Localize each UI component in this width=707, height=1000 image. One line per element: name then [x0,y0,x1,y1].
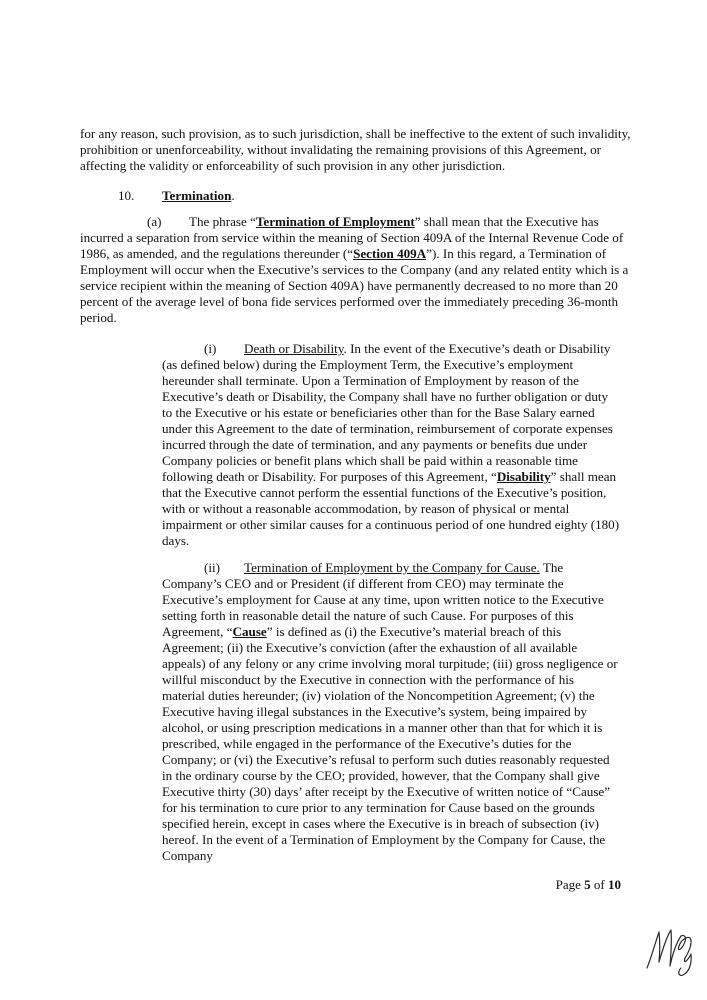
paragraph-i [162,341,620,549]
page-total: 10 [608,877,621,892]
section-title-period: . [231,188,235,203]
paragraph-i-text-1: . In the event of the Executive’s death or Disability (as defined below) during the Employment Term, the Executive’s employment hereunder shall terminate. Upon a Termination of Employment by reason of the Executive’s death or Disability, the Company shall have no further obligation or duty to the Executive or his estate or beneficiaries other than for the Base Salary earned under this Agreement to the date of termination, reimbursement of corporate expenses incurred through the date of termination, and any payments or benefits due under Company policies or benefit plans which shall be paid within a reasonable time following death or Disability. For purposes of this Agreement, “ [162,341,613,484]
defined-term-disability: Disability [496,469,551,484]
paragraph-a-label: (a) [147,214,162,229]
paragraph-i-label: (i) [204,341,217,356]
defined-term-section-409a: Section 409A [353,246,427,261]
page-footer [556,877,621,893]
paragraph-a-text-3: ”). In this regard, a Termination of Employment will occur when the Executive’s services to the Company (and any related entity which is a service recipient within the meaning of Section 409A) have permanently decreased to no more than 20 percent of the average level of bona fide services performed over the immediately preceding 36-month period. [80,246,629,325]
section-number: 10. [118,188,135,203]
paragraph-ii-text-1: The Company’s CEO and or President (if different from CEO) may terminate the Executive’s employment for Cause at any time, upon written notice to the Executive setting forth in reasonable detail the nature of such Cause. For purposes of this Agreement, “ [162,560,604,639]
continuation-paragraph: for any reason, such provision, as to such jurisdiction, shall be ineffective to the extent of such invalidity, prohibition or unenforceability, without invalidating the remaining provisions of this Agreement, or affecting the validity or enforceability of such provision in any other jurisdiction. [80,126,631,173]
defined-term-cause: Cause [232,624,267,639]
section-heading [118,188,235,204]
paragraph-a-text-1: The phrase “ [189,214,256,229]
paragraph-ii-text-2: ” is defined as (i) the Executive’s material breach of this Agreement; (ii) the Executive’s conviction (after the exhaustion of all available appeals) of any felony or any crime involving moral turpitude; (iii) gross negligence or willful misconduct by the Executive in connection with the performance of his material duties hereunder; (iv) violation of the Noncompetition Agreement; (v) the Executive having illegal substances in the Executive’s system, being impaired by alcohol, or using prescription medications in a manner other than that for which it is prescribed, while engaged in the performance of the Executive’s duties for the Company; or (vi) the Executive’s refusal to perform such duties reasonably requested in the ordinary course by the CEO; provided, however, that the Company shall give Executive thirty (30) days’ after receipt by the Executive of written notice of “Cause” for his termination to cure prior to any termination for Cause based on the grounds specified herein, except in cases where the Executive is in breach of subsection (iv) hereof. In the event of a Termination of Employment by the Company for Cause, the Company [162,624,618,863]
paragraph-ii-heading: Termination of Employment by the Company for Cause. [244,560,540,575]
page-number: 5 [584,877,591,892]
defined-term-termination-of-employment: Termination of Employment [255,214,415,229]
paragraph-i-text-2: ” shall mean that the Executive cannot perform the essential functions of the Executive’s position, with or without a reasonable accommodation, by reason of physical or mental impairment or other similar causes for a continuous period of one hundred eighty (180) days. [162,469,620,548]
paragraph-ii [162,560,620,864]
page-word: Page [555,877,581,892]
handwritten-initials-signature [643,918,698,978]
paragraph-i-heading: Death or Disability [244,341,344,356]
of-word: of [593,877,605,892]
paragraph-a-text-2: ” shall mean that the Executive has incurred a separation from service within the meaning of Section 409A of the Internal Revenue Code of 1986, as amended, and the regulations thereunder (“ [80,214,624,261]
section-title: Termination [162,188,232,203]
paragraph-a [80,214,636,326]
paragraph-ii-label: (ii) [204,560,220,575]
